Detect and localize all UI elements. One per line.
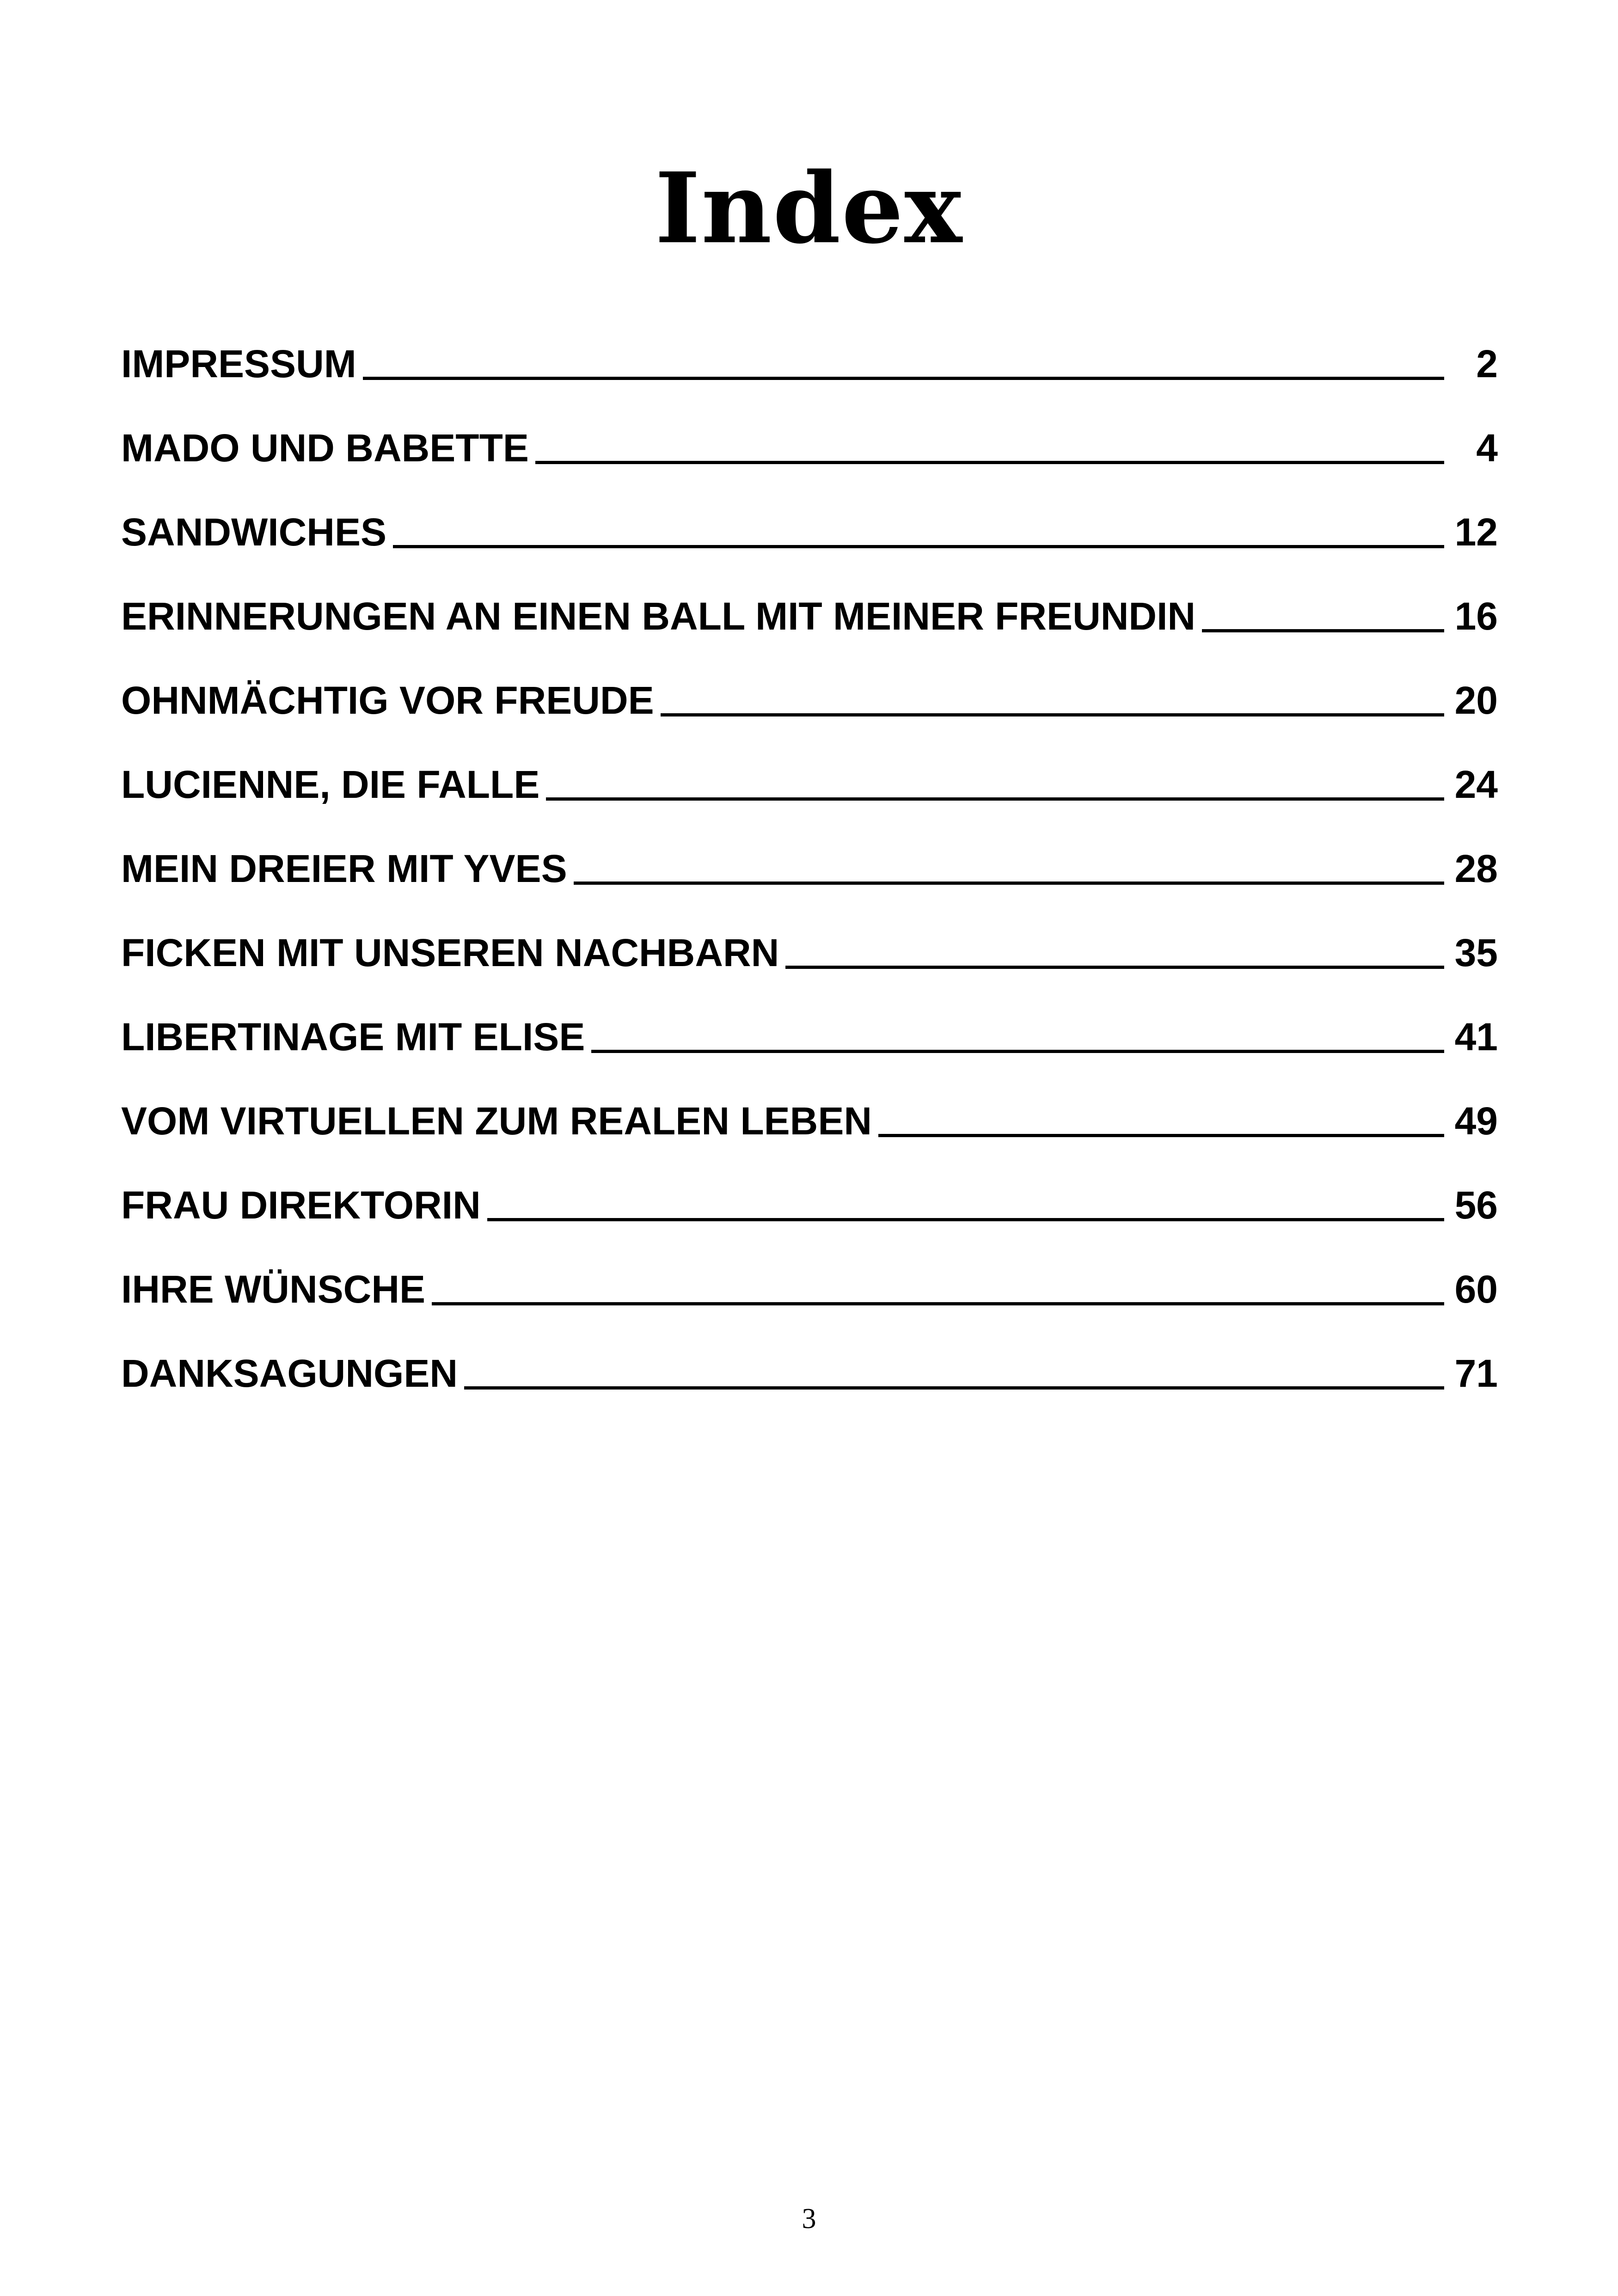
toc-entry[interactable] [121, 834, 1498, 918]
toc-entry-page-number: 4 [1476, 426, 1498, 470]
toc-entry-page-number: 49 [1454, 1099, 1498, 1143]
table-of-contents [121, 329, 1498, 1423]
toc-leader-line [393, 545, 1444, 548]
toc-entry[interactable] [121, 750, 1498, 834]
toc-entry-title: LUCIENNE, DIE FALLE [121, 763, 540, 806]
toc-entry-title: LIBERTINAGE MIT ELISE [121, 1015, 585, 1059]
toc-entry[interactable] [121, 1255, 1498, 1339]
toc-entry-title: ERINNERUNGEN AN EINEN BALL MIT MEINER FREUNDIN [121, 594, 1196, 638]
toc-entry[interactable] [121, 413, 1498, 497]
toc-leader-line [535, 461, 1444, 464]
toc-entry-title: MEIN DREIER MIT YVES [121, 847, 567, 890]
toc-leader-line [363, 377, 1444, 380]
toc-leader-line [546, 797, 1444, 801]
toc-entry-title: IHRE WÜNSCHE [121, 1267, 426, 1311]
toc-entry-page-number: 16 [1454, 594, 1498, 638]
toc-entry-page-number: 24 [1454, 763, 1498, 806]
toc-entry-page-number: 41 [1454, 1015, 1498, 1059]
toc-entry-page-number: 12 [1454, 510, 1498, 554]
toc-leader-line [661, 713, 1444, 716]
toc-entry-title: SANDWICHES [121, 510, 387, 554]
toc-entry[interactable] [121, 666, 1498, 750]
toc-leader-line [574, 882, 1444, 885]
toc-entry[interactable] [121, 1002, 1498, 1086]
toc-leader-line [432, 1302, 1444, 1305]
toc-entry[interactable] [121, 1339, 1498, 1423]
toc-leader-line [878, 1134, 1444, 1137]
toc-entry-title: FICKEN MIT UNSEREN NACHBARN [121, 931, 779, 974]
toc-entry[interactable] [121, 329, 1498, 413]
toc-entry-title: MADO UND BABETTE [121, 426, 529, 470]
toc-entry-page-number: 71 [1454, 1352, 1498, 1395]
toc-entry-title: DANKSAGUNGEN [121, 1352, 458, 1395]
toc-entry[interactable] [121, 497, 1498, 582]
toc-entry-page-number: 56 [1454, 1183, 1498, 1227]
toc-entry[interactable] [121, 918, 1498, 1002]
toc-entry-page-number: 60 [1454, 1267, 1498, 1311]
toc-entry-page-number: 28 [1454, 847, 1498, 890]
page-number: 3 [802, 2203, 816, 2235]
toc-entry[interactable] [121, 582, 1498, 666]
toc-leader-line [785, 966, 1444, 969]
page-title: Index [655, 151, 963, 265]
toc-leader-line [464, 1386, 1444, 1390]
toc-entry-page-number: 35 [1454, 931, 1498, 974]
toc-leader-line [487, 1218, 1444, 1221]
toc-entry-title: VOM VIRTUELLEN ZUM REALEN LEBEN [121, 1099, 872, 1143]
toc-entry[interactable] [121, 1086, 1498, 1170]
toc-entry-title: FRAU DIREKTORIN [121, 1183, 481, 1227]
toc-leader-line [1202, 629, 1444, 632]
toc-entry-page-number: 2 [1476, 342, 1498, 386]
toc-entry[interactable] [121, 1170, 1498, 1255]
toc-entry-title: OHNMÄCHTIG VOR FREUDE [121, 679, 654, 722]
toc-leader-line [591, 1050, 1444, 1053]
toc-entry-page-number: 20 [1454, 679, 1498, 722]
toc-entry-title: IMPRESSUM [121, 342, 356, 386]
